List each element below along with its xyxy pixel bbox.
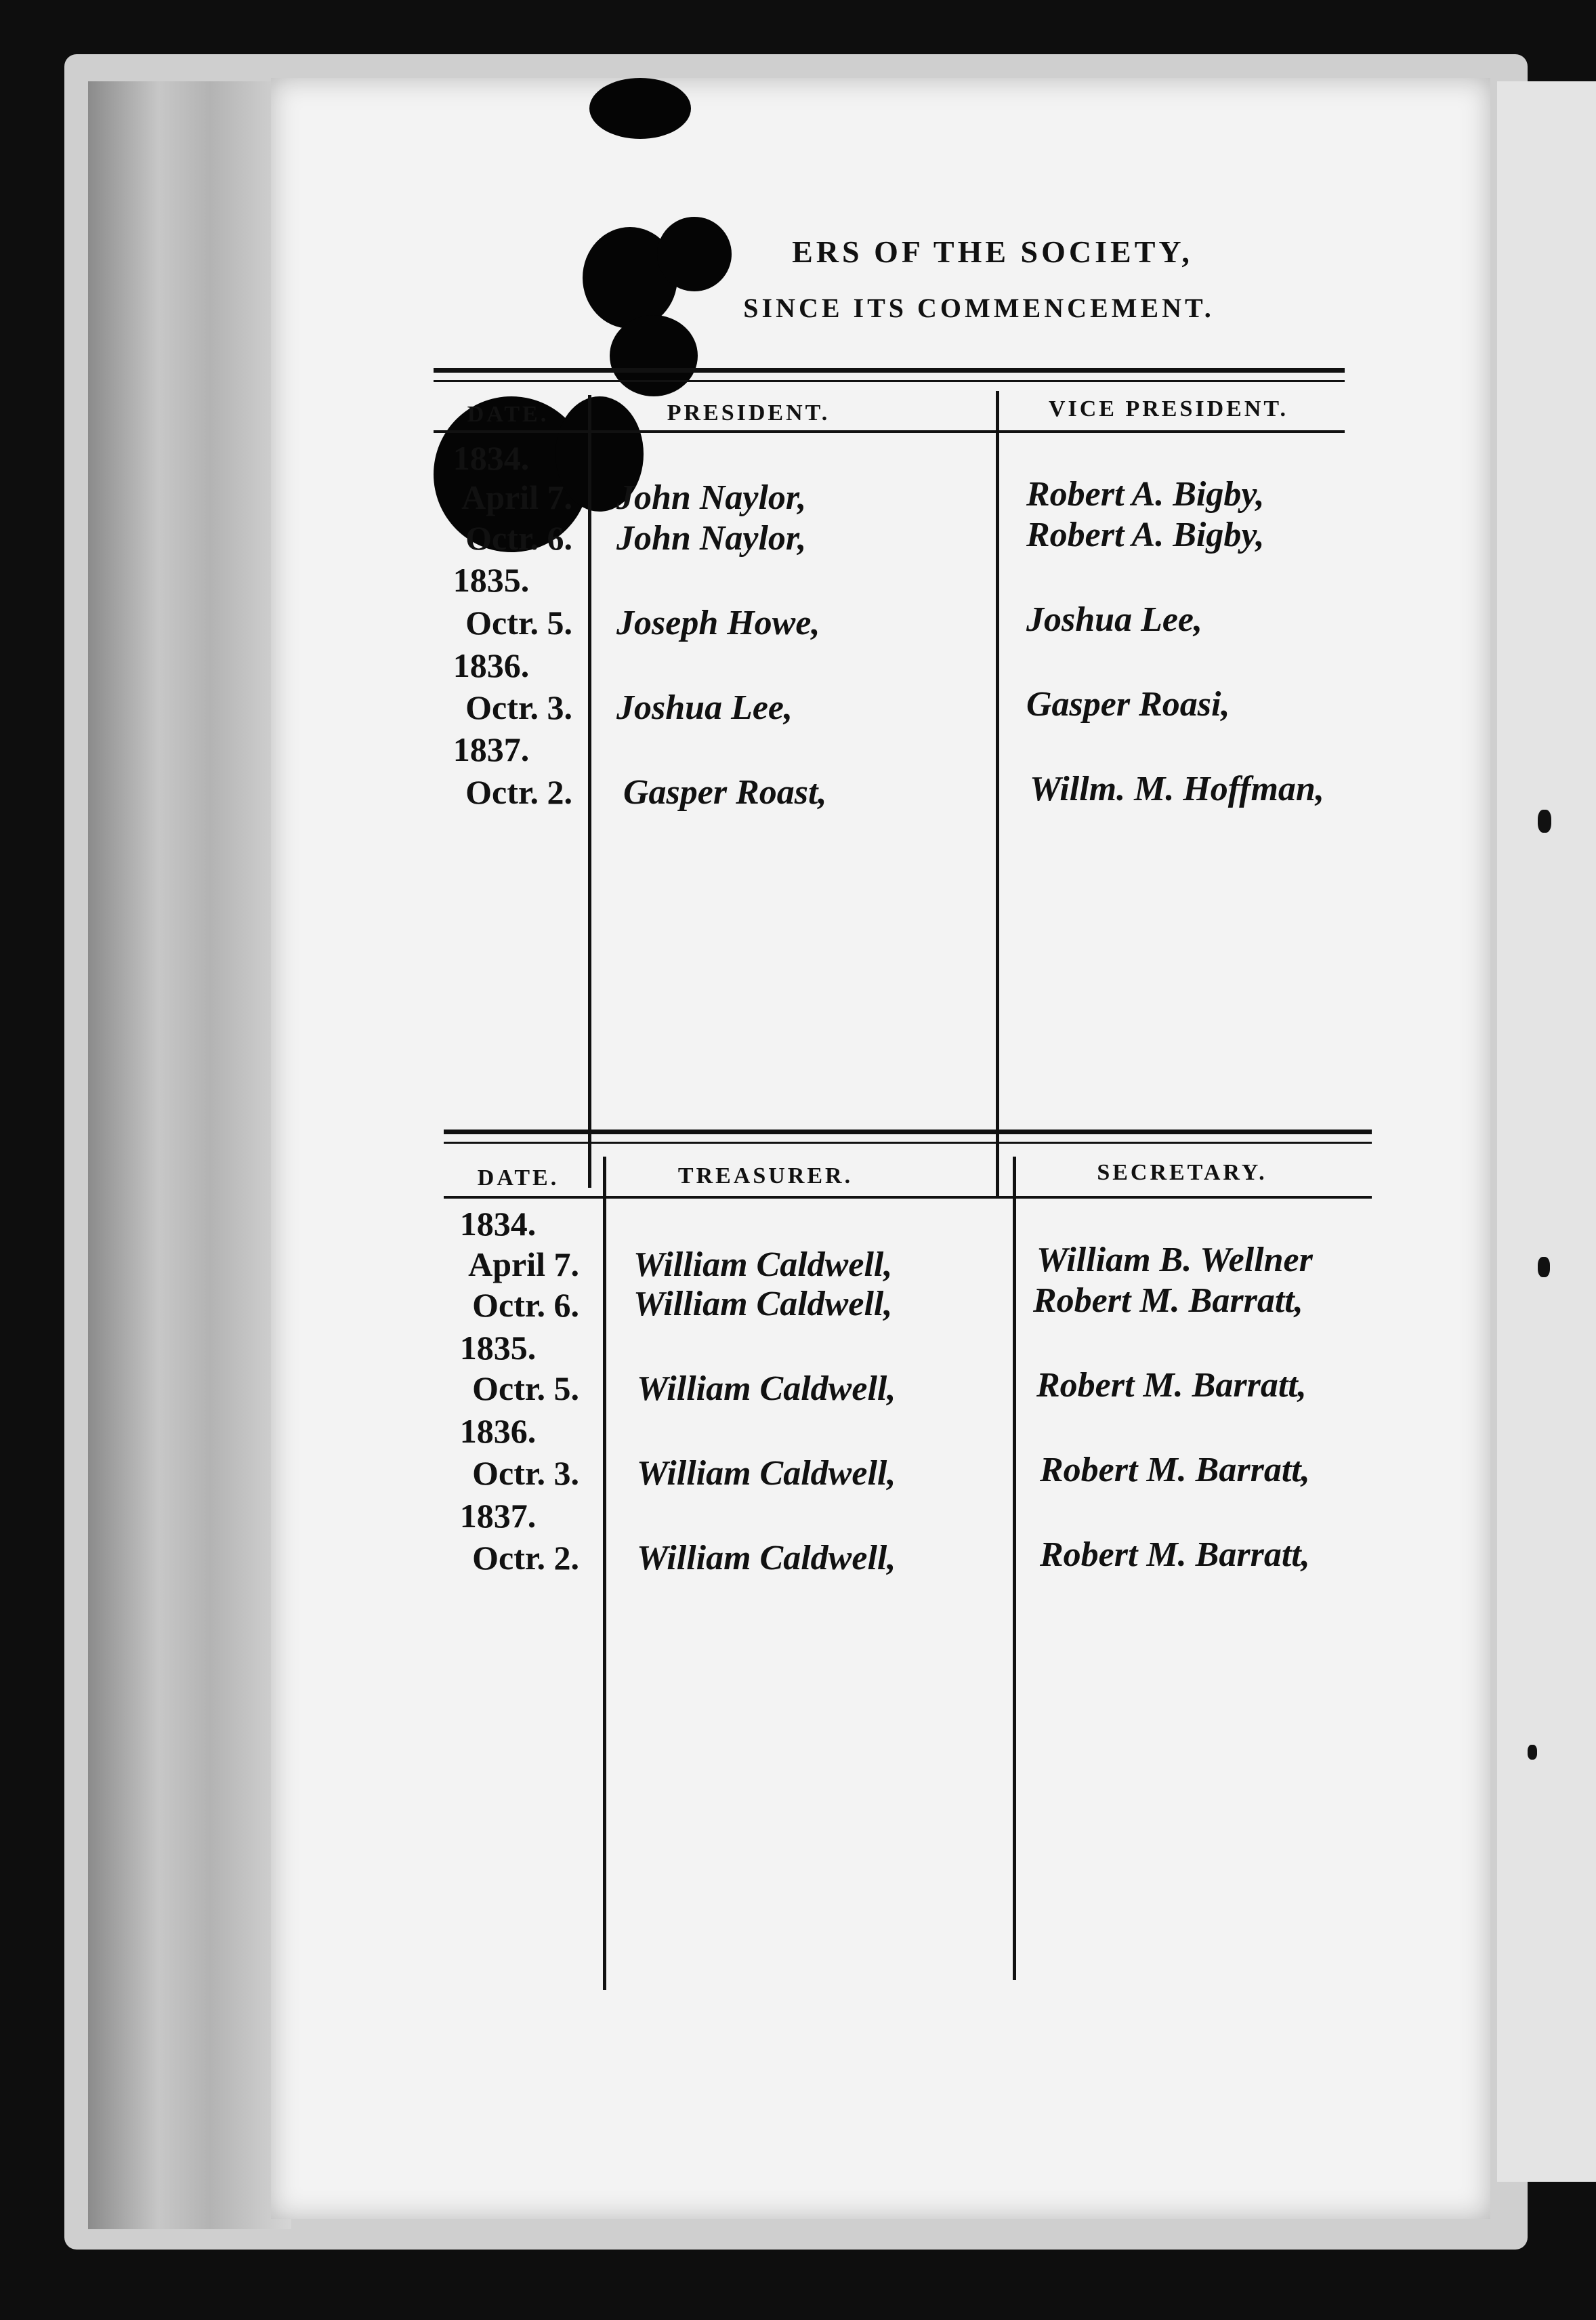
table2-date: Octr. 2. [472, 1539, 579, 1577]
book-spine [88, 81, 291, 2229]
table2-year: 1834. [459, 1205, 537, 1243]
ink-blot [589, 78, 691, 139]
table1-date: Octr. 6. [465, 519, 572, 557]
table1-col-divider [588, 395, 591, 1188]
table1-date: Octr. 5. [465, 604, 572, 642]
table1-header-president: PRESIDENT. [667, 400, 831, 426]
table1-header-date: DATE. [467, 402, 549, 427]
table1-president: Joshua Lee, [616, 688, 793, 727]
table1-year: 1834. [453, 439, 530, 477]
print-mark [1528, 1745, 1537, 1760]
table1-top-rule [434, 368, 1345, 373]
table1-president: Joseph Howe, [616, 604, 820, 642]
table2-header-treasurer: TREASURER. [677, 1163, 854, 1188]
table2-col-divider [1013, 1157, 1016, 1980]
ink-blot [610, 315, 698, 396]
table1-top-rule-thin [434, 380, 1345, 382]
adjacent-page-edge [1497, 81, 1596, 2182]
table2-treasurer: William Caldwell, [633, 1245, 893, 1284]
table1-date: April 7. [461, 478, 572, 516]
table2-date: Octr. 5. [472, 1369, 579, 1407]
table1-vice-president: Gasper Roasi, [1026, 685, 1230, 724]
table2-year: 1835. [459, 1329, 537, 1367]
table1-vice-president: Robert A. Bigby, [1026, 516, 1265, 554]
document-page [271, 78, 1490, 2219]
table1-header-rule [434, 430, 1345, 433]
table1-header-vice-president: VICE PRESIDENT. [1048, 396, 1289, 421]
table1-date: Octr. 2. [465, 773, 572, 811]
table1-president: Gasper Roast, [623, 773, 827, 812]
table2-date: Octr. 6. [472, 1286, 579, 1324]
table1-vice-president: Joshua Lee, [1026, 600, 1202, 639]
page-title: ERS OF THE SOCIETY, [792, 234, 1193, 269]
table2-date: April 7. [468, 1245, 579, 1283]
print-mark [1538, 810, 1551, 833]
table2-treasurer: William Caldwell, [637, 1369, 896, 1408]
table2-treasurer: William Caldwell, [637, 1539, 896, 1577]
table2-header-date: DATE. [477, 1165, 560, 1190]
table2-secretary: Robert M. Barratt, [1040, 1451, 1310, 1489]
table1-date: Octr. 3. [465, 688, 572, 726]
print-mark [1538, 1257, 1550, 1277]
table1-year: 1837. [453, 730, 530, 768]
table2-treasurer: William Caldwell, [633, 1285, 893, 1323]
table2-secretary: William B. Wellner [1036, 1241, 1313, 1279]
table2-date: Octr. 3. [472, 1454, 579, 1492]
table2-header-rule [444, 1196, 1372, 1199]
table1-president: John Naylor, [616, 519, 807, 558]
table2-secretary: Robert M. Barratt, [1033, 1281, 1303, 1320]
table2-treasurer: William Caldwell, [637, 1454, 896, 1493]
table2-top-rule [444, 1130, 1372, 1134]
table2-secretary: Robert M. Barratt, [1036, 1366, 1307, 1405]
table1-year: 1836. [453, 646, 530, 684]
table2-secretary: Robert M. Barratt, [1040, 1535, 1310, 1574]
table1-vice-president: Robert A. Bigby, [1026, 475, 1265, 514]
table1-president: John Naylor, [616, 478, 807, 517]
table1-col-divider [996, 391, 999, 1197]
table2-col-divider [603, 1157, 606, 1990]
table2-header-secretary: SECRETARY. [1097, 1160, 1267, 1185]
table2-top-rule-thin [444, 1142, 1372, 1144]
page-subtitle: SINCE ITS COMMENCEMENT. [743, 293, 1215, 323]
table1-vice-president: Willm. M. Hoffman, [1030, 770, 1324, 808]
table2-year: 1837. [459, 1497, 537, 1535]
table1-year: 1835. [453, 561, 530, 599]
table2-year: 1836. [459, 1412, 537, 1450]
